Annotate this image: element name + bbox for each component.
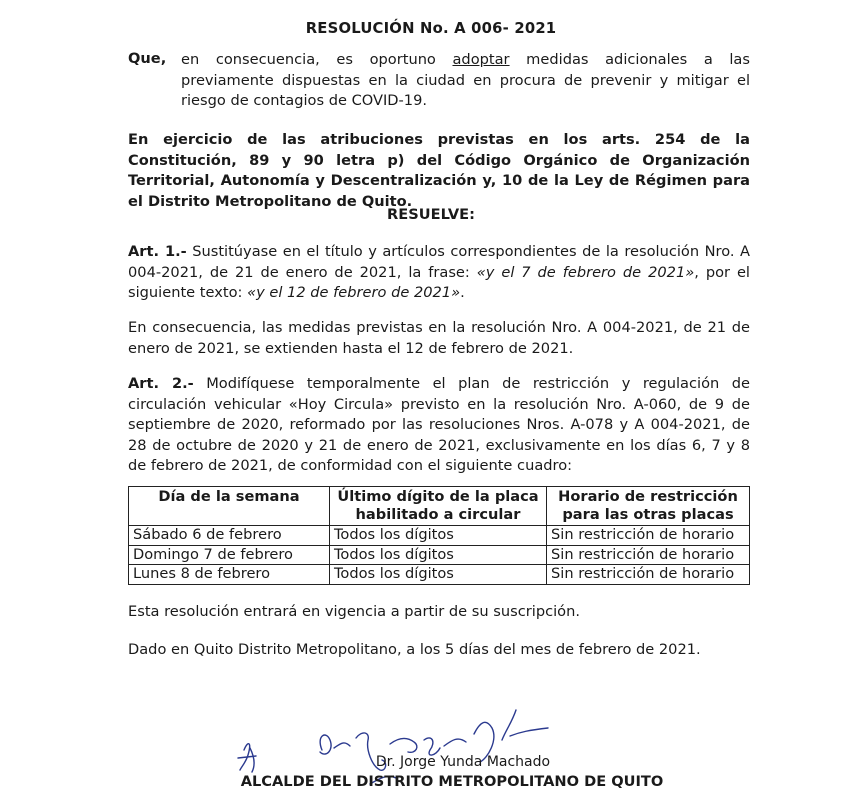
table-row [129, 526, 750, 546]
article-1-text: Sustitúyase en el título y artículos correspondientes de la resolución Nro. A 004-2021, de 21 de enero de 2021, la frase: [128, 243, 750, 281]
signatory-position: ALCALDE DEL DISTRITO METROPOLITANO DE QUITO [240, 773, 664, 790]
que-text-before: en consecuencia, es oportuno [181, 51, 453, 68]
consecuencia-paragraph: En consecuencia, las medidas previstas en la resolución Nro. A 004-2021, de 21 de enero de 2021, se extienden hasta el 12 de febrero de 2021. [128, 319, 750, 357]
article-1-quote-new: «y el 12 de febrero de 2021» [247, 284, 461, 301]
table-cell-plate: Todos los dígitos [330, 526, 547, 546]
article-2-text: Modifíquese temporalmente el plan de restricción y regulación de circulación vehicular «Hoy Circula» previsto en la resolución Nro. A-060, de 9 de septiembre de 2020, reformado por las resoluciones Nros. A-078 y A 004-2021, de 28 de octubre de 2020 y 21 de enero de 2021, exclusivamente en los días 6, 7 y 8 de febrero de 2021, de conformidad con el siguiente cuadro: [128, 375, 750, 474]
table-cell-schedule: Sin restricción de horario [547, 565, 750, 585]
article-1-label: Art. 1.- [128, 243, 187, 260]
article-1 [128, 242, 750, 304]
table-cell-day: Lunes 8 de febrero [129, 565, 330, 585]
signatory-name: Dr. Jorge Yunda Machado [375, 754, 551, 770]
ejercicio-paragraph: En ejercicio de las atribuciones previstas en los arts. 254 de la Constitución, 89 y 90 letra p) del Código Orgánico de Organización Territorial, Autonomía y Descentralización y, 10 de la Ley de Régimen para el Distrito Metropolitano de Quito. [128, 131, 750, 210]
table-cell-day: Domingo 7 de febrero [129, 545, 330, 565]
table-cell-plate: Todos los dígitos [330, 545, 547, 565]
resolution-title: RESOLUCIÓN No. A 006- 2021 [305, 20, 557, 37]
resuelve-heading: RESUELVE: [387, 206, 475, 223]
que-text [181, 50, 750, 112]
que-underlined-word: adoptar [452, 51, 510, 68]
article-1-end: . [460, 284, 465, 301]
restriction-table [128, 486, 750, 585]
table-cell-day: Sábado 6 de febrero [129, 526, 330, 546]
article-1-quote-old: «y el 7 de febrero de 2021» [476, 263, 695, 281]
table-row [129, 545, 750, 565]
dado-paragraph: Dado en Quito Distrito Metropolitano, a los 5 días del mes de febrero de 2021. [128, 641, 701, 658]
vigencia-paragraph: Esta resolución entrará en vigencia a partir de su suscripción. [128, 603, 580, 620]
table-cell-schedule: Sin restricción de horario [547, 545, 750, 565]
article-2-label: Art. 2.- [128, 375, 194, 392]
article-2 [128, 374, 750, 477]
table-cell-plate: Todos los dígitos [330, 565, 547, 585]
que-label: Que, [128, 50, 167, 67]
que-text-after: medidas adicionales a las previamente dispuestas en la ciudad en procura de prevenir y mitigar el riesgo de contagios de COVID-19. [181, 51, 750, 109]
table-header-row [129, 487, 750, 526]
table-cell-schedule: Sin restricción de horario [547, 526, 750, 546]
table-row [129, 565, 750, 585]
article-1-text-2: , por el siguiente texto: [128, 263, 750, 301]
table-header-day: Día de la semana [129, 487, 330, 526]
que-paragraph [128, 50, 750, 112]
table-header-schedule: Horario de restricción para las otras placas [547, 487, 750, 526]
table-header-plate: Último dígito de la placa habilitado a circular [330, 487, 547, 526]
